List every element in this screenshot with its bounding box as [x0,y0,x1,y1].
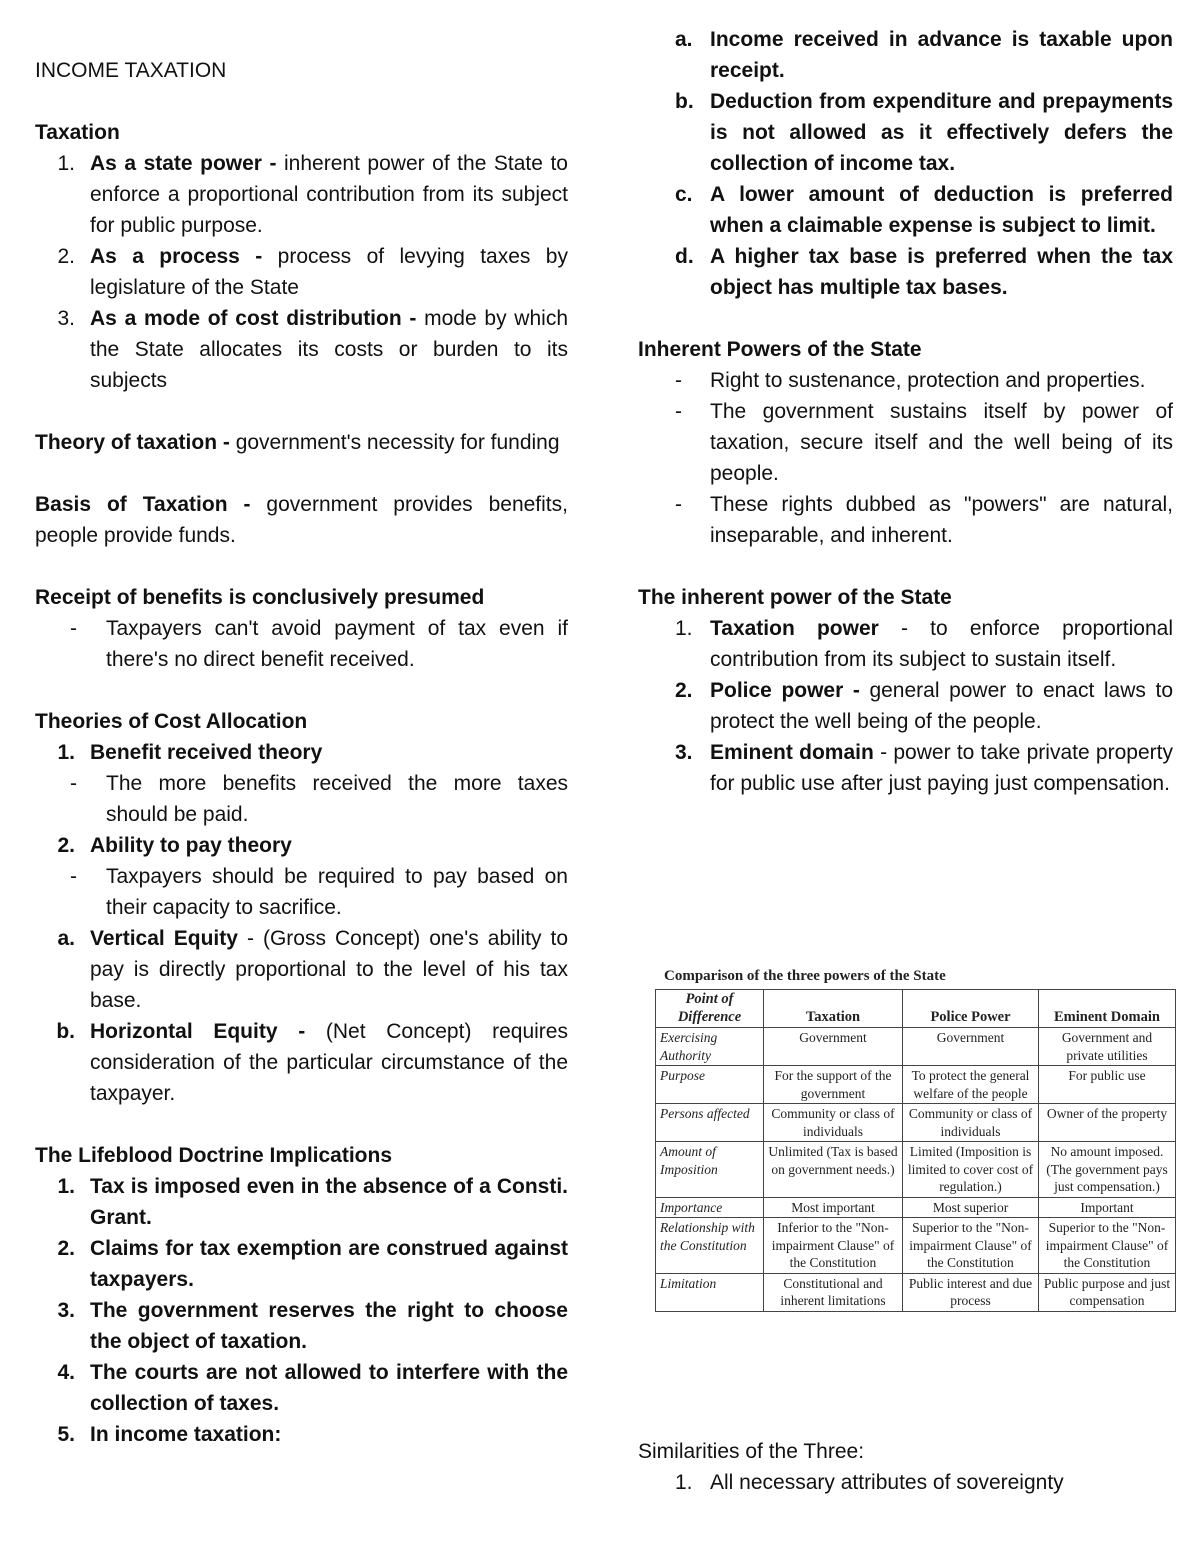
inherent-power-heading: The inherent power of the State [638,586,952,609]
power-item: 1. Taxation power - to enforce proportional contribution from its subject to sustain itself. [675,617,1173,671]
table-row [656,1066,1176,1104]
table-cell: Government [903,1028,1039,1066]
comparison-table [655,989,1176,1312]
table-header: Eminent Domain [1039,990,1176,1028]
table-cell: Limitation [656,1273,764,1311]
table-row [656,1028,1176,1066]
table-cell: Government [764,1028,903,1066]
table-cell: Importance [656,1197,764,1218]
power-item: 3. Eminent domain - power to take private property for public use after just paying just compensation. [675,741,1173,795]
table-cell: For the support of the government [764,1066,903,1104]
table-cell: Exercising Authority [656,1028,764,1066]
taxation-item: 3. As a mode of cost distribution - mode by which the State allocates its costs or burden to its subjects [57,307,569,392]
horizontal-equity: b. Horizontal Equity - (Net Concept) requires consideration of the particular circumstance of the taxpayer. [56,1020,568,1105]
income-item: a. Income received in advance is taxable upon receipt. [675,28,1173,82]
similarities-section [638,1436,1178,1498]
cost-theory-desc: - Taxpayers should be required to pay based on their capacity to sacrifice. [70,865,568,919]
taxation-item: 2. As a process - process of levying taxes by legislature of the State [57,245,568,299]
power-item: 2. Police power - general power to enact laws to protect the well being of the people. [675,679,1173,733]
table-cell: Public interest and due process [903,1273,1039,1311]
table-cell: Inferior to the "Non-impairment Clause" of the Constitution [764,1218,903,1274]
table-row [656,1142,1176,1198]
lifeblood-item: 2. Claims for tax exemption are construed against taxpayers. [57,1237,568,1291]
table-cell: For public use [1039,1066,1176,1104]
table-cell: Purpose [656,1066,764,1104]
receipt-heading: Receipt of benefits is conclusively presumed [35,586,485,609]
table-cell: Relationship with the Constitution [656,1218,764,1274]
cost-theory-desc: - The more benefits received the more taxes should be paid. [70,772,568,826]
table-cell: No amount imposed. (The government pays just compensation.) [1039,1142,1176,1198]
table-cell: Amount of Imposition [656,1142,764,1198]
table-cell: Public purpose and just compensation [1039,1273,1176,1311]
basis-of-taxation: Basis of Taxation - government provides benefits, people provide funds. [35,493,568,547]
table-row [656,1104,1176,1142]
table-header-row [656,990,1176,1028]
inherent-powers-heading: Inherent Powers of the State [638,338,922,361]
comparison-table-image [650,966,1182,1312]
table-cell: Government and private utilities [1039,1028,1176,1066]
table-cell: Limited (Imposition is limited to cover cost of regulation.) [903,1142,1039,1198]
table-cell: Owner of the property [1039,1104,1176,1142]
table-row [656,1197,1176,1218]
table-row [656,1218,1176,1274]
vertical-equity: a. Vertical Equity - (Gross Concept) one's ability to pay is directly proportional to the level of his tax base. [57,927,568,1012]
table-cell: Community or class of individuals [764,1104,903,1142]
cost-theory-item: 2. Ability to pay theory [57,834,292,857]
table-cell: Superior to the "Non-impairment Clause" of the Constitution [1039,1218,1176,1274]
inherent-item: - Right to sustenance, protection and properties. [675,369,1146,392]
right-column [638,24,1173,799]
lifeblood-item: 4. The courts are not allowed to interfere with the collection of taxes. [57,1361,568,1415]
similarity-item: 1. All necessary attributes of sovereignty [675,1471,1064,1494]
lifeblood-item: 5. In income taxation: [57,1423,282,1446]
table-cell: Community or class of individuals [903,1104,1039,1142]
table-header: Taxation [764,990,903,1028]
income-item: d. A higher tax base is preferred when the tax object has multiple tax bases. [675,245,1173,299]
table-cell: Superior to the "Non-impairment Clause" of the Constitution [903,1218,1039,1274]
cost-allocation-heading: Theories of Cost Allocation [35,710,308,733]
table-cell: Constitutional and inherent limitations [764,1273,903,1311]
taxation-heading: Taxation [35,121,120,144]
table-header: Point of Difference [656,990,764,1028]
table-cell: To protect the general welfare of the people [903,1066,1039,1104]
table-cell: Most superior [903,1197,1039,1218]
lifeblood-item: 3. The government reserves the right to choose the object of taxation. [57,1299,568,1353]
cost-theory-item: 1. Benefit received theory [57,741,323,764]
lifeblood-item: 1. Tax is imposed even in the absence of a Consti. Grant. [57,1175,568,1229]
taxation-item: 1. As a state power - inherent power of the State to enforce a proportional contribution from its subject for public purpose. [57,152,568,237]
table-cell: Persons affected [656,1104,764,1142]
document-title: INCOME TAXATION [35,59,227,82]
inherent-item: - The government sustains itself by power of taxation, secure itself and the well being of its people. [675,400,1173,485]
table-row [656,1273,1176,1311]
table-cell: Unlimited (Tax is based on government needs.) [764,1142,903,1198]
income-item: c. A lower amount of deduction is preferred when a claimable expense is subject to limit. [675,183,1173,237]
inherent-item: - These rights dubbed as "powers" are natural, inseparable, and inherent. [675,493,1173,547]
comparison-caption: Comparison of the three powers of the State [664,968,946,984]
theory-of-taxation: Theory of taxation - government's necessity for funding [35,431,560,454]
similarities-heading: Similarities of the Three: [638,1440,865,1463]
left-column [35,24,568,1450]
table-cell: Most important [764,1197,903,1218]
table-header: Police Power [903,990,1039,1028]
income-item: b. Deduction from expenditure and prepayments is not allowed as it effectively defers the collection of income tax. [675,90,1173,175]
receipt-item: - Taxpayers can't avoid payment of tax even if there's no direct benefit received. [70,617,568,671]
lifeblood-heading: The Lifeblood Doctrine Implications [35,1144,393,1167]
table-cell: Important [1039,1197,1176,1218]
